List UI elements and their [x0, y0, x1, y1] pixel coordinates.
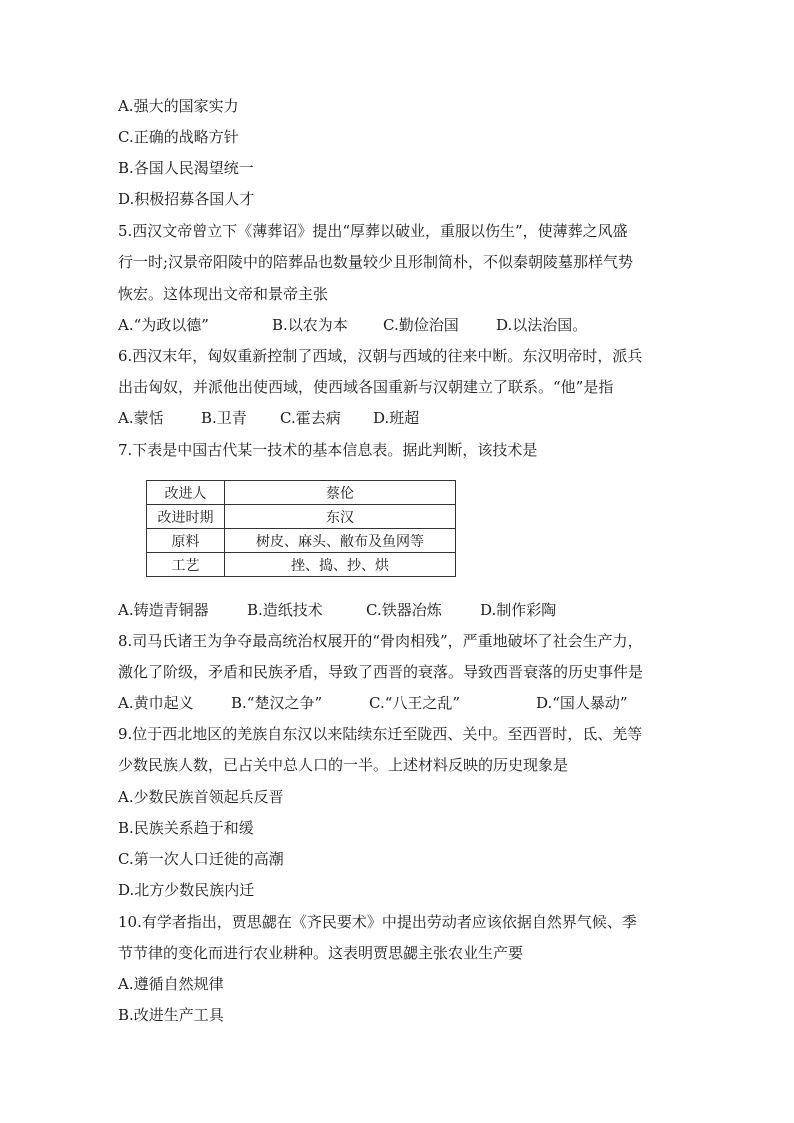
q7-option-b: B.造纸技术 — [247, 601, 323, 619]
q10-option-b: B.改进生产工具 — [118, 1006, 224, 1024]
q7-option-a: A.铸造青铜器 — [118, 601, 209, 619]
table-label-period: 改进时期 — [147, 505, 225, 529]
table-row — [147, 529, 456, 553]
table-value-materials: 树皮、麻头、敝布及鱼网等 — [225, 529, 456, 553]
q9-option-b: B.民族关系趋于和缓 — [118, 819, 254, 837]
q6-option-a: A.蒙恬 — [118, 409, 164, 427]
q9-option-d: D.北方少数民族内迁 — [118, 881, 255, 899]
q9-stem-line-1: 9.位于西北地区的羌族自东汉以来陆续东迁至陇西、关中。至西晋时，氐、羌等 — [118, 725, 643, 743]
q10-option-a: A.遵循自然规律 — [118, 975, 224, 993]
q8-stem-line-2: 激化了阶级，矛盾和民族矛盾，导致了西晋的衰落。导致西晋衰落的历史事件是 — [118, 663, 644, 681]
table-value-process: 挫、捣、抄、烘 — [225, 553, 456, 577]
q7-stem: 7.下表是中国古代某一技术的基本信息表。据此判断，该技术是 — [118, 441, 538, 459]
q4-option-a: A.强大的国家实力 — [118, 97, 239, 115]
table-row — [147, 481, 456, 505]
table-label-reformer: 改进人 — [147, 481, 225, 505]
table-label-process: 工艺 — [147, 553, 225, 577]
q10-stem-line-1: 10.有学者指出，贾思勰在《齐民要术》中提出劳动者应该依据自然界气候、季 — [118, 913, 637, 931]
table-row — [147, 553, 456, 577]
q8-stem-line-1: 8.司马氏诸王为争夺最高统治权展开的“骨肉相残”，严重地破坏了社会生产力， — [118, 632, 643, 650]
q9-option-c: C.第一次人口迁徙的高潮 — [118, 850, 284, 868]
q8-option-d: D.“国人暴动” — [536, 694, 628, 712]
q6-option-d: D.班超 — [373, 409, 420, 427]
q9-option-a: A.少数民族首领起兵反晋 — [118, 788, 284, 806]
q8-option-c: C.“八王之乱” — [369, 694, 461, 712]
q6-option-c: C.霍去病 — [280, 409, 341, 427]
q7-option-d: D.制作彩陶 — [480, 601, 557, 619]
q5-stem-line-3: 恢宏。这体现出文帝和景帝主张 — [118, 285, 329, 303]
q5-option-c: C.勤俭治国 — [383, 316, 459, 334]
q5-stem-line-2: 行一时;汉景帝阳陵中的陪葬品也数量较少且形制简朴，不似秦朝陵墓那样气势 — [118, 253, 634, 271]
q5-option-d: D.以法治国。 — [496, 316, 588, 334]
table-value-period: 东汉 — [225, 505, 456, 529]
technology-info-table — [146, 480, 456, 577]
table-label-materials: 原料 — [147, 529, 225, 553]
q6-stem-line-2: 出击匈奴，并派他出使西域，使西域各国重新与汉朝建立了联系。“他”是指 — [118, 378, 614, 396]
table-row — [147, 505, 456, 529]
q5-stem-line-1: 5.西汉文帝曾立下《薄葬诏》提出“厚葬以破业，重服以伤生”，使薄葬之风盛 — [118, 222, 628, 240]
q4-option-b: B.各国人民渴望统一 — [118, 159, 254, 177]
q8-option-a: A.黄巾起义 — [118, 694, 194, 712]
q9-stem-line-2: 少数民族人数，已占关中总人口的一半。上述材料反映的历史现象是 — [118, 756, 569, 774]
q7-option-c: C.铁器冶炼 — [366, 601, 442, 619]
table-value-reformer: 蔡伦 — [225, 481, 456, 505]
q10-stem-line-2: 节节律的变化而进行农业耕种。这表明贾思勰主张农业生产要 — [118, 944, 524, 962]
q8-option-b: B.“楚汉之争” — [231, 694, 323, 712]
q5-option-b: B.以农为本 — [272, 316, 348, 334]
q4-option-d: D.积极招募各国人才 — [118, 190, 255, 208]
q4-option-c: C.正确的战略方针 — [118, 128, 239, 146]
q5-option-a: A.“为政以德” — [118, 316, 209, 334]
q6-option-b: B.卫青 — [201, 409, 247, 427]
q6-stem-line-1: 6.西汉末年，匈奴重新控制了西域，汉朝与西域的往来中断。东汉明帝时，派兵 — [118, 347, 643, 365]
